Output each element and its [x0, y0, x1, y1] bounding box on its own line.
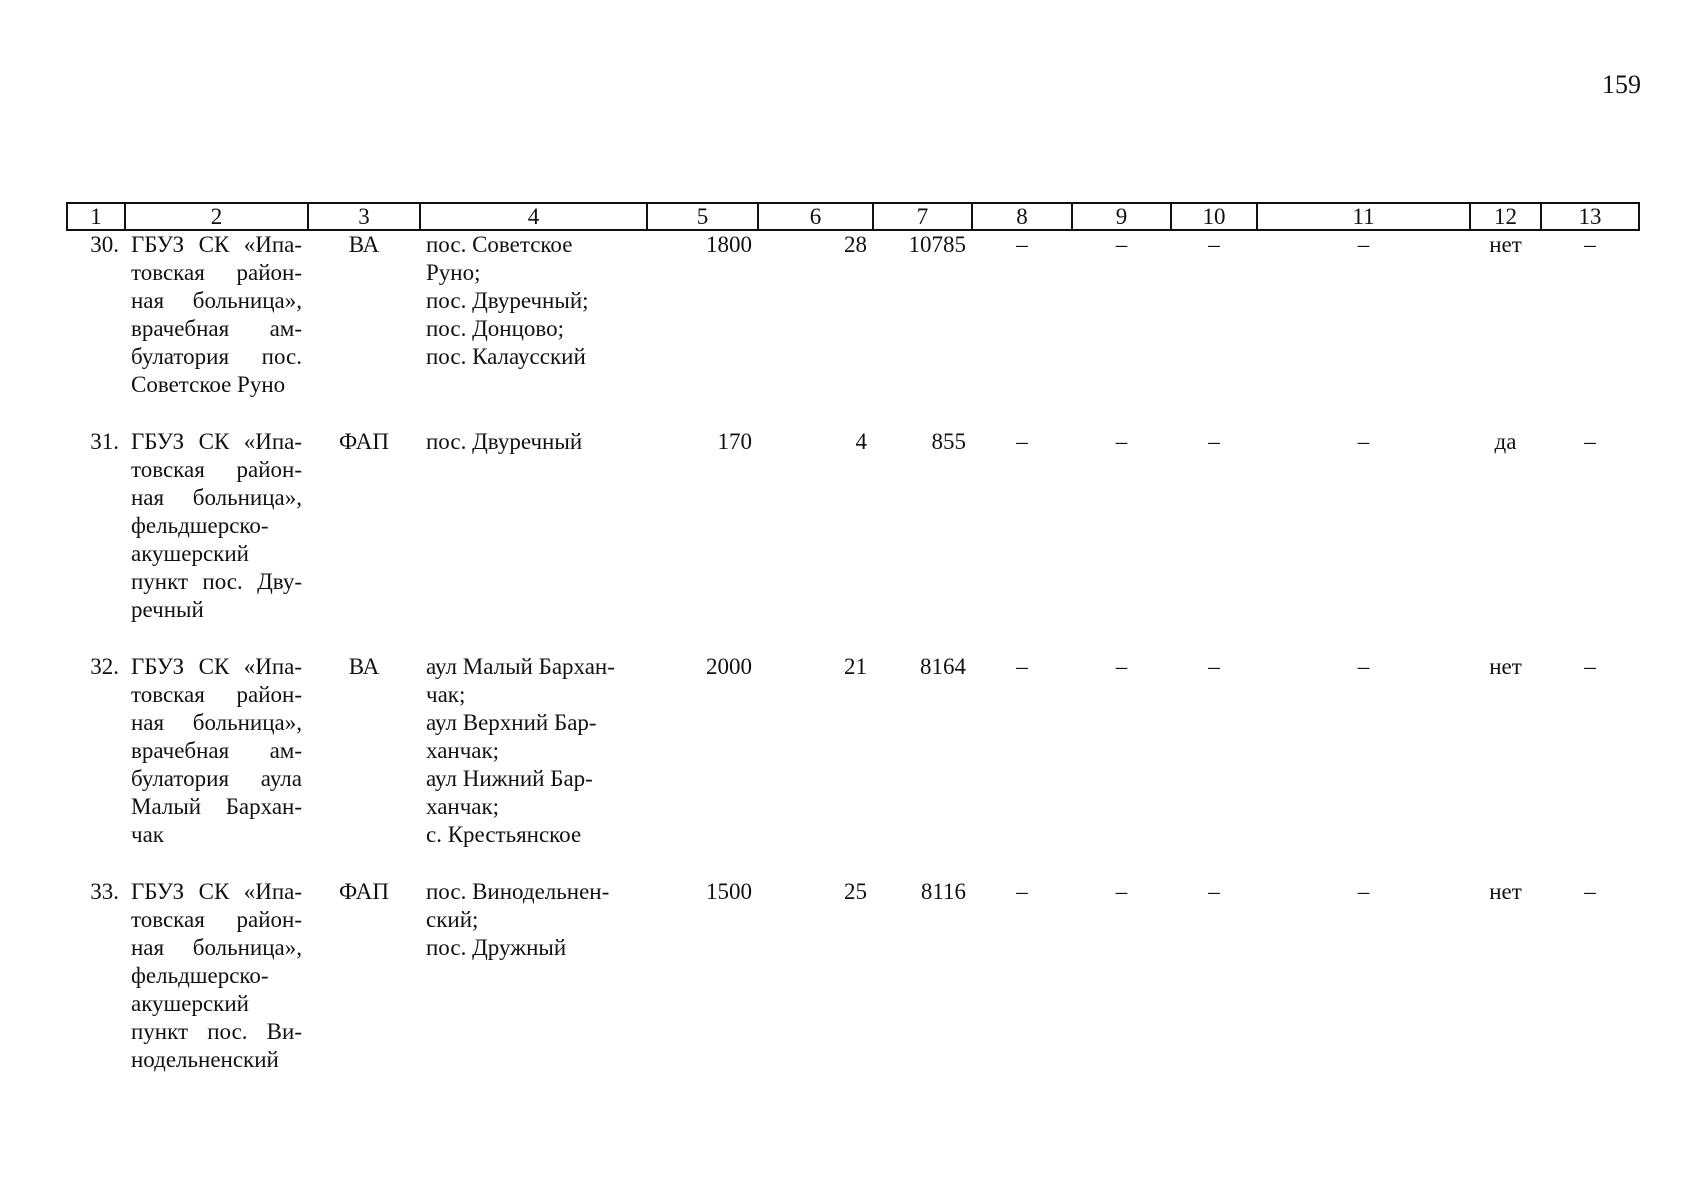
cell-col-12: нет	[1489, 232, 1522, 257]
cell-col-10: –	[1208, 429, 1220, 454]
row-number: 32.	[90, 654, 119, 679]
cell-col-5: 2000	[706, 654, 752, 679]
cell-col-9: –	[1115, 654, 1128, 679]
settlement-line: пос. Донцово;	[426, 316, 564, 341]
cell-col-9: –	[1115, 879, 1128, 904]
cell-col-10: –	[1208, 232, 1220, 257]
column-header: 8	[972, 203, 1072, 230]
settlement-line: аул Нижний Бар-	[426, 766, 593, 791]
institution-name	[125, 230, 308, 427]
facility-type: ВА	[348, 654, 380, 679]
cell-col-8: –	[1016, 879, 1028, 904]
cell-col-5: 1500	[706, 879, 752, 904]
column-header: 3	[308, 203, 420, 230]
facility-type: ФАП	[339, 879, 389, 904]
row-number: 33.	[90, 879, 119, 904]
institution-name-line: ГБУЗ СК «Ипа-	[131, 879, 302, 904]
settlement-line: пос. Двуречный	[426, 429, 583, 454]
institution-name-line: булатория пос.	[131, 344, 302, 369]
institution-name-line: Советское Руно	[131, 372, 286, 397]
institution-name-line: ная больница»,	[131, 485, 302, 510]
facility-type: ВА	[348, 232, 380, 257]
column-header: 7	[873, 203, 972, 230]
cell-col-11: –	[1357, 879, 1370, 904]
institution-name-line: ная больница»,	[131, 935, 302, 960]
column-header: 5	[647, 203, 758, 230]
table-row	[67, 877, 1639, 1102]
table-body	[67, 230, 1639, 1102]
column-header: 11	[1257, 203, 1470, 230]
settlement-line: аул Малый Бархан-	[426, 654, 615, 679]
header-row	[67, 203, 1639, 230]
settlement-line: ханчак;	[426, 794, 500, 819]
institution-name	[125, 427, 308, 652]
institution-name-line: фельдшерско-	[131, 513, 269, 538]
cell-col-7: 10785	[908, 232, 966, 257]
institution-name-line: пункт пос. Дву-	[131, 569, 302, 594]
institution-name-line: ГБУЗ СК «Ипа-	[131, 429, 302, 454]
settlement-line: ский;	[426, 907, 479, 932]
settlement-line: пос. Винодельнен-	[426, 879, 610, 904]
column-header: 1	[67, 203, 125, 230]
settlement-line: пос. Дружный	[426, 935, 567, 960]
cell-col-11: –	[1357, 429, 1370, 454]
cell-col-7: 855	[931, 429, 966, 454]
settlement-line: Руно;	[426, 260, 481, 285]
institution-name-line: товская район-	[131, 682, 302, 707]
cell-col-6: 28	[844, 232, 867, 257]
institution-name-line: ГБУЗ СК «Ипа-	[131, 654, 302, 679]
cell-col-6: 21	[844, 654, 867, 679]
cell-col-6: 25	[844, 879, 867, 904]
table-row	[67, 652, 1639, 877]
institution-name-line: акушерский	[131, 991, 249, 1016]
settlement-line: ханчак;	[426, 738, 500, 763]
institution-name-line: врачебная ам-	[131, 316, 302, 341]
institution-name-line: врачебная ам-	[131, 738, 302, 763]
column-header: 6	[758, 203, 873, 230]
served-settlements	[420, 230, 647, 427]
cell-col-8: –	[1016, 232, 1028, 257]
data-table	[66, 202, 1640, 1102]
served-settlements	[420, 427, 647, 652]
column-header: 13	[1541, 203, 1639, 230]
cell-col-5: 170	[717, 429, 752, 454]
institution-name-line: булатория аула	[131, 766, 302, 791]
settlement-line: пос. Двуречный;	[426, 288, 589, 313]
institution-name-line: товская район-	[131, 907, 302, 932]
settlement-line: пос. Советское	[426, 232, 573, 257]
column-header: 2	[125, 203, 308, 230]
institution-name	[125, 652, 308, 877]
column-header: 9	[1072, 203, 1171, 230]
settlement-line: с. Крестьянское	[426, 822, 582, 847]
cell-col-10: –	[1208, 879, 1220, 904]
institution-name-line: пункт пос. Ви-	[131, 1019, 302, 1044]
cell-col-5: 1800	[706, 232, 752, 257]
cell-col-13: –	[1584, 232, 1596, 257]
cell-col-13: –	[1584, 429, 1596, 454]
institution-name-line: ГБУЗ СК «Ипа-	[131, 232, 302, 257]
institution-name-line: товская район-	[131, 457, 302, 482]
column-header: 10	[1171, 203, 1257, 230]
institution-name-line: ная больница»,	[131, 710, 302, 735]
institution-name-line: акушерский	[131, 541, 249, 566]
cell-col-13: –	[1584, 654, 1596, 679]
row-number: 30.	[90, 232, 119, 257]
table-row	[67, 427, 1639, 652]
settlement-line: пос. Калаусский	[426, 344, 586, 369]
served-settlements	[420, 877, 647, 1102]
cell-col-11: –	[1357, 232, 1370, 257]
cell-col-7: 8116	[920, 879, 966, 904]
cell-col-7: 8164	[920, 654, 966, 679]
cell-col-13: –	[1584, 879, 1596, 904]
table-row	[67, 230, 1639, 427]
row-number: 31.	[90, 429, 119, 454]
institution-name-line: нодельненский	[131, 1047, 279, 1072]
cell-col-10: –	[1208, 654, 1220, 679]
cell-col-8: –	[1016, 654, 1028, 679]
institution-name-line: товская район-	[131, 260, 302, 285]
facility-type: ФАП	[339, 429, 389, 454]
institution-name-line: Малый Бархан-	[131, 794, 302, 819]
cell-col-9: –	[1115, 429, 1128, 454]
cell-col-9: –	[1115, 232, 1128, 257]
institution-name-line: ная больница»,	[131, 288, 302, 313]
institution-name-line: чак	[131, 822, 164, 847]
page-number: 159	[1602, 70, 1641, 99]
institution-name	[125, 877, 308, 1102]
column-header: 4	[420, 203, 647, 230]
cell-col-6: 4	[855, 429, 867, 454]
cell-col-12: нет	[1489, 654, 1522, 679]
settlement-line: аул Верхний Бар-	[426, 710, 597, 735]
column-header: 12	[1470, 203, 1541, 230]
settlement-line: чак;	[426, 682, 466, 707]
cell-col-12: да	[1494, 429, 1517, 454]
cell-col-8: –	[1016, 429, 1028, 454]
institution-name-line: фельдшерско-	[131, 963, 269, 988]
served-settlements	[420, 652, 647, 877]
institution-name-line: речный	[131, 597, 204, 622]
cell-col-11: –	[1357, 654, 1370, 679]
cell-col-12: нет	[1489, 879, 1522, 904]
